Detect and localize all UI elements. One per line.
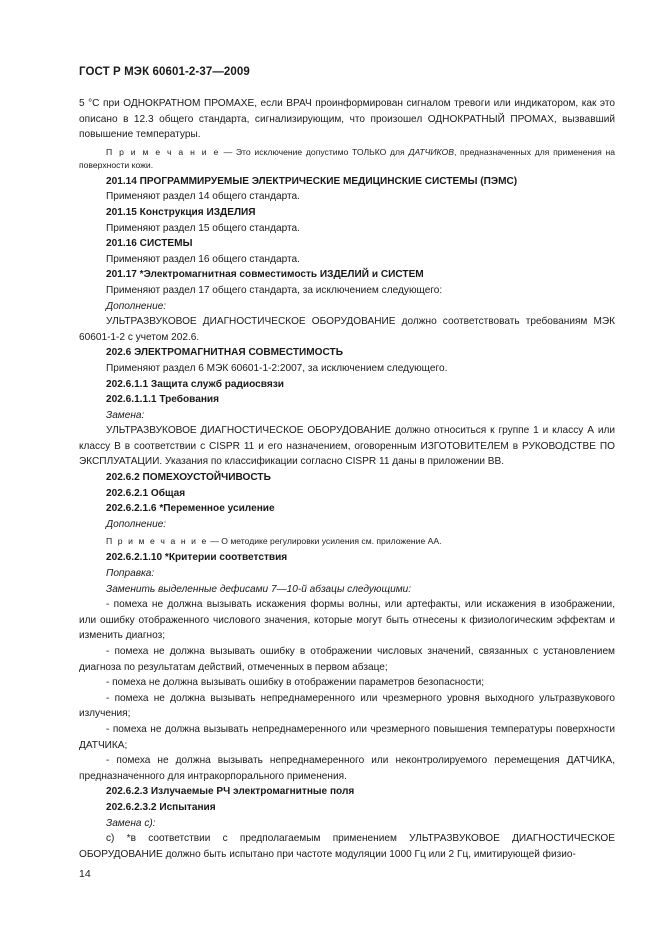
text-201-15: Применяют раздел 15 общего стандарта.: [106, 222, 300, 234]
page-content: [79, 96, 615, 862]
heading-202-6-2-1-6: 202.6.2.1.6 *Переменное усиление: [106, 503, 275, 515]
label-amendment: Поправка:: [106, 568, 155, 580]
text-201-14: Применяют раздел 14 общего стандарта.: [106, 191, 300, 203]
heading-202-6-2-3: 202.6.2.3 Излучаемые РЧ электромагнитные поля: [106, 786, 355, 798]
heading-201-16: 201.16 СИСТЕМЫ: [106, 238, 193, 250]
label-replacement-c: Замена с):: [106, 817, 156, 829]
text-202-6: Применяют раздел 6 МЭК 60601-1-2:2007, за исключением следующего.: [106, 362, 448, 374]
heading-202-6-2-1: 202.6.2.1 Общая: [106, 487, 186, 499]
heading-201-17: 201.17 *Электромагнитная совместимость ИЗДЕЛИЙ и СИСТЕМ: [106, 269, 424, 281]
standard-header: ГОСТ Р МЭК 60601-2-37—2009: [79, 66, 250, 78]
heading-202-6-1-1-1: 202.6.1.1.1 Требования: [106, 394, 220, 406]
label-replacement: Замена:: [106, 409, 145, 421]
heading-201-15: 201.15 Конструкция ИЗДЕЛИЯ: [106, 206, 256, 218]
amendment-instruction: Заменить выделенные дефисами 7—10-й абзацы следующими:: [106, 583, 412, 595]
note-text-pre: — Это исключение допустимо ТОЛЬКО для: [219, 146, 409, 157]
text-201-16: Применяют раздел 16 общего стандарта.: [106, 253, 300, 265]
note-text-post: , предназначенных для применения на поверхности кожи.: [79, 146, 615, 170]
label-addition-2: Дополнение:: [106, 518, 167, 530]
list-item-dash: - помеха не должна вызывать искажения формы волны, или артефакты, или искажения в изображении, или ошибку отображенного числового значения, которые могут быть отнесены к физиологическим эффектам и изменить диагноз;: [79, 599, 615, 642]
heading-201-14: 201.14 ПРОГРАММИРУЕМЫЕ ЭЛЕКТРИЧЕСКИЕ МЕДИЦИНСКИЕ СИСТЕМЫ (ПЭМС): [106, 175, 518, 187]
paragraph-202-6-1-1-1: УЛЬТРАЗВУКОВОЕ ДИАГНОСТИЧЕСКОЕ ОБОРУДОВАНИЕ должно относиться к группе 1 и классу А или классу В в соответствии с CISPR 11 и его назначением, оговоренным ИЗГОТОВИТЕЛЕМ в РУКОВОДСТВЕ ПО ЭКСПЛУАТАЦИИ. Указания по классификации согласно CISPR 11 даны в приложении ВВ.: [79, 425, 615, 468]
text-201-17: Применяют раздел 17 общего стандарта, за исключением следующего:: [106, 284, 443, 296]
page-number: 14: [79, 868, 91, 880]
heading-202-6-2: 202.6.2 ПОМЕХОУСТОЙЧИВОСТЬ: [106, 472, 271, 484]
note-label: П р и м е ч а н и е: [106, 146, 220, 157]
paragraph-201-17: УЛЬТРАЗВУКОВОЕ ДИАГНОСТИЧЕСКОЕ ОБОРУДОВАНИЕ должно соответствовать требованиям МЭК 60601-1-2 с учетом 202.6.: [79, 316, 615, 343]
list-item-dash: - помеха не должна вызывать ошибку в отображении числовых значений, связанных с установлением диагноза по результатам действий, отмеченных в первом абзаце;: [79, 646, 615, 673]
note-label: П р и м е ч а н и е: [106, 536, 208, 547]
list-item-dash: - помеха не должна вызывать непреднамеренного или неконтролируемого перемещения ДАТЧИКА, предназначенного для интракорпорального применения.: [79, 755, 615, 782]
list-item-dash: - помеха не должна вызывать ошибку в отображении параметров безопасности;: [106, 677, 485, 689]
note-text-em: ДАТЧИКОВ: [408, 146, 454, 157]
paragraph-c: с) *в соответствии с предполагаемым применением УЛЬТРАЗВУКОВОЕ ДИАГНОСТИЧЕСКОЕ ОБОРУДОВАНИЕ должно быть испытано при частоте модуляции 1000 Гц или 2 Гц, имитирующей физио-: [79, 833, 615, 860]
list-item-dash: - помеха не должна вызывать непреднамеренного или чрезмерного повышения температуры поверхности ДАТЧИКА;: [79, 723, 615, 751]
heading-202-6-2-3-2: 202.6.2.3.2 Испытания: [106, 801, 216, 813]
heading-202-6: 202.6 ЭЛЕКТРОМАГНИТНАЯ СОВМЕСТИМОСТЬ: [106, 347, 343, 359]
note-skin: [79, 146, 615, 172]
paragraph-intro: 5 °С при ОДНОКРАТНОМ ПРОМАХЕ, если ВРАЧ проинформирован сигналом тревоги или индикатором, как это описано в 12.3 общего стандарта, сигнализирующим, что произошел ОДНОКРАТНЫЙ ПРОМАХ, вызвавший повышение температуры.: [79, 98, 615, 141]
heading-202-6-1-1: 202.6.1.1 Защита служб радиосвязи: [106, 378, 284, 390]
note-text: — О методике регулировки усиления см. приложение АА.: [207, 536, 442, 547]
list-item-dash: - помеха не должна вызывать непреднамеренного или чрезмерного уровня выходного ультразвукового излучения;: [79, 692, 615, 720]
note-gain: [79, 535, 615, 548]
heading-202-6-2-1-10: 202.6.2.1.10 *Критерии соответствия: [106, 552, 288, 564]
label-addition-1: Дополнение:: [106, 300, 167, 312]
